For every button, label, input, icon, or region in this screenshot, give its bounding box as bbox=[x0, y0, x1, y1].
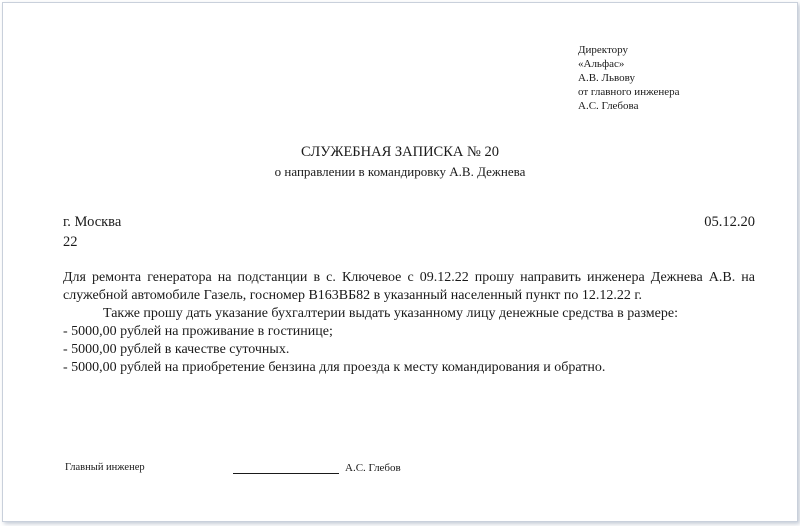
signature-role: Главный инженер bbox=[65, 462, 145, 473]
list-item: - 5000,00 рублей на приобретение бензина для проезда к месту командирования и обратно. bbox=[63, 360, 606, 375]
document-page bbox=[2, 2, 798, 522]
document-year: 22 bbox=[63, 234, 78, 250]
sender-position: от главного инженера bbox=[578, 86, 680, 98]
addressee-company: «Альфас» bbox=[578, 58, 625, 70]
body-paragraph-funds: Также прошу дать указание бухгалтерии выдать указанному лицу денежные средства в размере: bbox=[103, 306, 678, 321]
document-subtitle: о направлении в командировку А.В. Дежнева bbox=[274, 164, 526, 179]
addressee-block bbox=[578, 43, 758, 113]
list-item: - 5000,00 рублей на проживание в гостинице; bbox=[63, 324, 333, 339]
addressee-name: А.В. Львову bbox=[578, 72, 635, 84]
document-title: СЛУЖЕБНАЯ ЗАПИСКА № 20 bbox=[301, 144, 499, 160]
list-item: - 5000,00 рублей в качестве суточных. bbox=[63, 342, 290, 357]
signature-line bbox=[233, 473, 339, 474]
document-city: г. Москва bbox=[63, 214, 122, 230]
document-body bbox=[63, 269, 755, 377]
addressee-position: Директору bbox=[578, 44, 628, 56]
signature-name: А.С. Глебов bbox=[345, 462, 401, 474]
document-date: 05.12.20 bbox=[704, 214, 755, 230]
sender-name: А.С. Глебова bbox=[578, 100, 639, 112]
body-paragraph-request: Для ремонта генератора на подстанции в с. Ключевое с 09.12.22 прошу направить инженера Дежнева А.В. на служебной автомобиле Газель, госномер В163ВБ82 в указанный населенный пункт по 12.12.22 г. bbox=[63, 270, 755, 303]
